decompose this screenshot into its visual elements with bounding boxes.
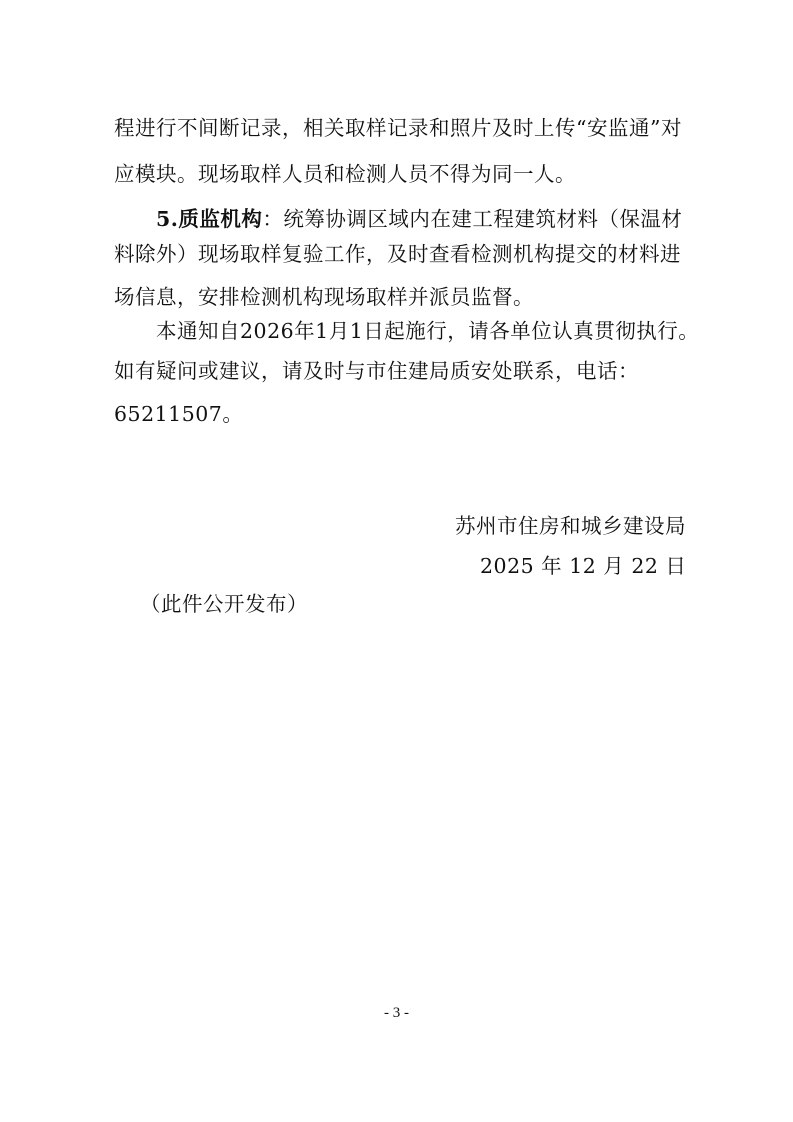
publish-note: （此件公开发布） [140, 592, 308, 616]
paragraph-line: 应模块。现场取样人员和检测人员不得为同一人。 [114, 162, 576, 186]
paragraph-text: ：统筹协调区域内在建工程建筑材料（保温材 [262, 207, 683, 231]
paragraph-line: 程进行不间断记录，相关取样记录和照片及时上传“安监通”对 [114, 116, 682, 140]
paragraph-line: 65211507。 [114, 402, 244, 426]
paragraph-line: 场信息，安排检测机构现场取样并派员监督。 [114, 285, 534, 309]
paragraph-line: 本通知自2026年1月1日起施行，请各单位认真贯彻执行。 [156, 319, 700, 343]
paragraph-line: 料除外）现场取样复验工作，及时查看检测机构提交的材料进 [114, 242, 681, 266]
paragraph-line: 如有疑问或建议，请及时与市住建局质安处联系，电话： [114, 359, 639, 383]
issue-date: 2025 年 12 月 22 日 [480, 554, 687, 578]
page-number: - 3 - [384, 1005, 409, 1021]
section-heading: 5.质监机构 [156, 207, 263, 231]
issuing-organization: 苏州市住房和城乡建设局 [455, 514, 686, 538]
paragraph-line [156, 205, 682, 233]
